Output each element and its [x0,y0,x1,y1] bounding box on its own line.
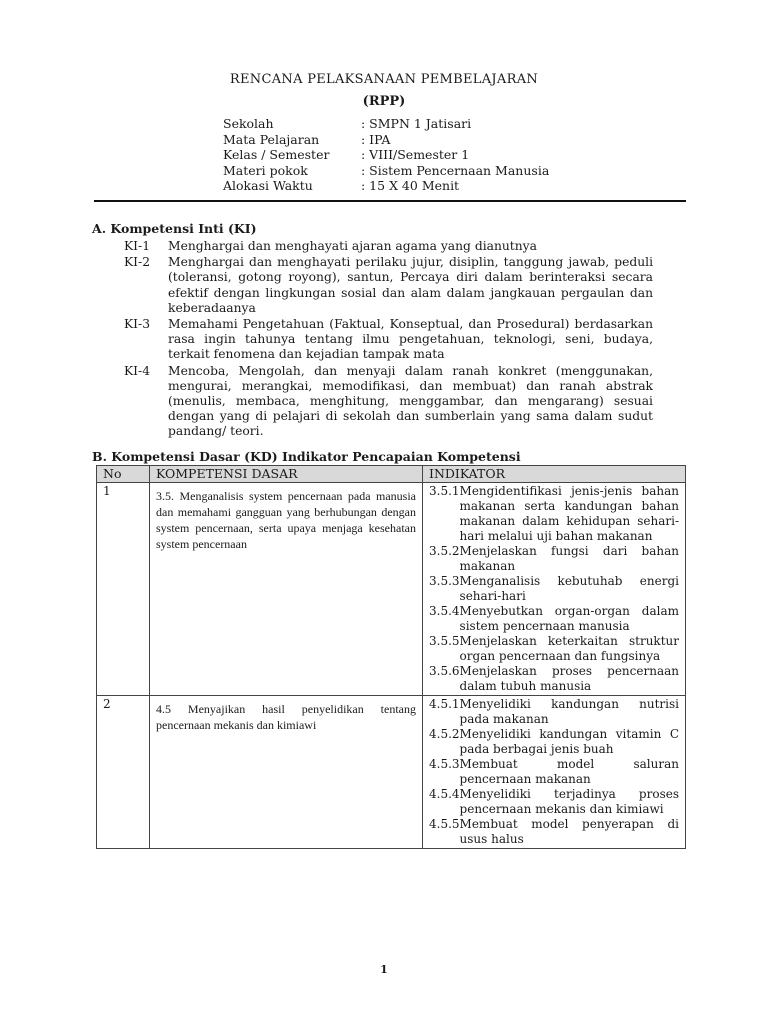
ki-item [124,239,653,254]
kd-text: 4.5 Menyajikan hasil penyelidikan tentang pencernaan mekanis dan kimiawi [150,696,423,849]
indicator-text: Menjelaskan keterkaitan struktur organ pencernaan dan fungsinya [459,634,679,663]
kd-table [96,465,686,849]
indicator-code: 3.5.2 [429,544,460,558]
table-row [97,696,686,849]
section-b-heading: B. Kompetensi Dasar (KD) Indikator Pencapaian Kompetensi [92,449,521,464]
ki-text: Mencoba, Mengolah, dan menyaji dalam ranah konkret (menggunakan, mengurai, merangkai, memodifikasi, dan membuat) dan ranah abstrak (menulis, membaca, menghitung, menggambar, dan mengarang) sesuai dengan yang di pelajari di sekolah dan sumberlain yang sama dalam sudut pandang/ teori. [168,363,653,439]
column-header-no: No [97,466,150,483]
indicator-item [429,697,679,727]
ki-item [124,255,653,316]
table-header-row [97,466,686,483]
page-number: 1 [380,963,388,976]
indicator-item [429,634,679,664]
indicator-item [429,757,679,787]
column-header-kd: KOMPETENSI DASAR [150,466,423,483]
ki-text: Memahami Pengetahuan (Faktual, Konseptual, dan Prosedural) berdasarkan rasa ingin tahunya tentang ilmu pengetahuan, teknologi, seni, budaya, terkait fenomena dan kejadian tampak mata [168,317,653,362]
info-value: : VIII/Semester 1 [361,147,470,162]
indicator-item [429,604,679,634]
indicator-text: Menyelidiki kandungan nutrisi pada makanan [459,697,679,726]
info-label: Mata Pelajaran [223,131,320,147]
indicator-code: 3.5.6 [429,664,460,678]
info-block [223,116,549,194]
header-divider [94,200,686,202]
info-label: Materi pokok [223,162,308,178]
indicator-item [429,664,679,694]
document-title: RENCANA PELAKSANAAN PEMBELAJARAN [229,72,539,87]
ki-code: KI-1 [124,239,151,253]
ki-code: KI-4 [124,363,151,378]
info-value: : IPA [361,131,391,147]
indicator-text: Menjelaskan fungsi dari bahan makanan [459,544,679,573]
kd-text: 3.5. Menganalisis system pencernaan pada manusia dan memahami gangguan yang berhubungan dengan system pencernaan, serta upaya menjaga kesehatan system pencernaan [150,483,423,696]
info-value: : SMPN 1 Jatisari [361,116,472,131]
info-value: : Sistem Pencernaan Manusia [361,162,550,178]
info-label: Sekolah [223,116,274,131]
indicator-code: 3.5.4 [429,604,460,618]
ki-item [124,364,653,440]
indicator-text: Mengidentifikasi jenis-jenis bahan makanan serta kandungan bahan makanan dalam kehidupan sehari-hari melalui uji bahan makanan [459,484,679,543]
ki-list [124,239,653,441]
indicator-text: Menjelaskan proses pencernaan dalam tubuh manusia [459,664,679,693]
ki-item [124,317,653,363]
indicator-code: 3.5.1 [429,484,460,498]
info-row-school [223,116,549,132]
info-row-topic [223,163,549,179]
ki-code: KI-3 [124,317,151,332]
indicator-item [429,727,679,757]
ki-text: Menghargai dan menghayati perilaku jujur, disiplin, tanggung jawab, peduli (toleransi, gotong royong), santun, Percaya diri dalam berinteraksi secara efektif dengan lingkungan sosial dan alam dalam jangkauan pergaulan dan keberadaanya [168,255,653,315]
indicator-code: 3.5.5 [429,634,460,648]
info-row-time [223,178,549,194]
indicator-item [429,787,679,817]
info-label: Kelas / Semester [223,147,330,162]
indicator-code: 4.5.2 [429,727,460,741]
indicator-text: Menyebutkan organ-organ dalam sistem pencernaan manusia [459,604,679,633]
indicator-code: 4.5.3 [429,757,460,771]
indicator-list [423,483,686,696]
ki-code: KI-2 [124,255,151,270]
indicator-item [429,544,679,574]
indicator-item [429,574,679,604]
indicator-list [423,696,686,849]
row-number: 1 [97,483,150,696]
indicator-code: 4.5.5 [429,817,460,831]
info-value: : 15 X 40 Menit [361,178,460,193]
indicator-code: 4.5.4 [429,787,460,801]
table-row [97,483,686,696]
indicator-text: Membuat model penyerapan di usus halus [459,817,679,846]
indicator-code: 4.5.1 [429,697,460,711]
column-header-indikator: INDIKATOR [423,466,686,483]
indicator-item [429,484,679,544]
document-subtitle: (RPP) [362,94,406,109]
row-number: 2 [97,696,150,849]
info-row-subject [223,132,549,148]
section-a-heading: A. Kompetensi Inti (KI) [92,221,257,236]
info-label: Alokasi Waktu [223,178,313,193]
indicator-text: Menganalisis kebutuhab energi sehari-hari [459,574,679,603]
indicator-item [429,817,679,847]
info-row-class [223,147,549,163]
indicator-code: 3.5.3 [429,574,460,588]
indicator-text: Membuat model saluran pencernaan makanan [459,757,679,786]
indicator-text: Menyelidiki terjadinya proses pencernaan mekanis dan kimiawi [459,787,679,816]
ki-text: Menghargai dan menghayati ajaran agama yang dianutnya [168,239,537,253]
indicator-text: Menyelidiki kandungan vitamin C pada berbagai jenis buah [459,727,679,756]
